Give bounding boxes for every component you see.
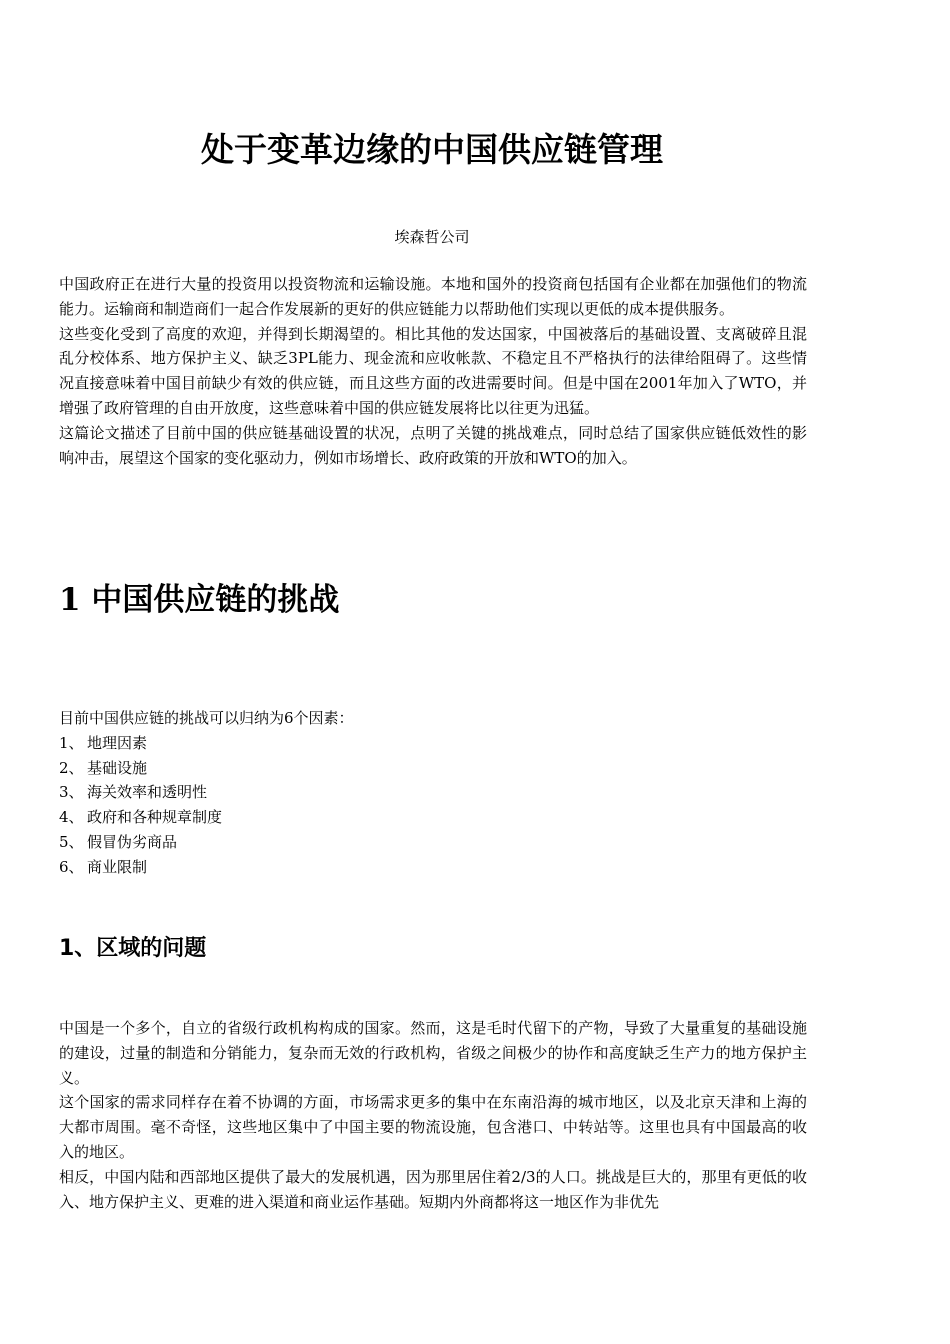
list-item-text: 海关效率和透明性 [87,783,208,802]
list-item [59,756,807,781]
list-item-text: 地理因素 [87,733,148,752]
list-item-number: 3、 [59,783,84,802]
list-item [59,780,807,805]
list-item-text: 基础设施 [87,758,148,777]
regional-section [59,1016,807,1214]
body-paragraph: 相反，中国内陆和西部地区提供了最大的发展机遇，因为那里居住着2/3的人口。挑战是巨大的，那里有更低的收入、地方保护主义、更难的进入渠道和商业运作基础。短期内外商都将这一地区作为非优先 [59,1167,807,1211]
list-item-text: 商业限制 [87,857,148,876]
list-item [59,830,807,855]
section-heading-regional: 1、区域的问题 [59,936,207,961]
body-paragraph: 中国是一个多个，自立的省级行政机构构成的国家。然而，这是毛时代留下的产物，导致了大量重复的基础设施的建设，过量的制造和分销能力，复杂而无效的行政机构，省级之间极少的协作和高度缺乏生产力的地方保护主义。 [59,1019,807,1087]
list-item [59,855,807,880]
intro-section [59,272,807,470]
list-item-number: 4、 [59,808,84,827]
list-item-number: 6、 [59,857,84,876]
document-title: 处于变革边缘的中国供应链管理 [201,130,663,169]
list-item-number: 1、 [59,733,84,752]
list-item-number: 2、 [59,758,84,777]
section-heading-challenges: 1 中国供应链的挑战 [59,582,340,618]
intro-paragraph: 中国政府正在进行大量的投资用以投资物流和运输设施。本地和国外的投资商包括国有企业都在加强他们的物流能力。运输商和制造商们一起合作发展新的更好的供应链能力以帮助他们实现以更低的成本提供服务。 [59,275,807,318]
list-item-number: 5、 [59,832,84,851]
challenge-list [59,706,807,880]
list-item-text: 假冒伪劣商品 [87,832,178,851]
body-paragraph: 这个国家的需求同样存在着不协调的方面，市场需求更多的集中在东南沿海的城市地区，以及北京天津和上海的大都市周围。毫不奇怪，这些地区集中了中国主要的物流设施，包含港口、中转站等。这里也具有中国最高的收入的地区。 [59,1093,807,1161]
list-item-text: 政府和各种规章制度 [87,808,223,827]
challenge-lead: 目前中国供应链的挑战可以归纳为6个因素： [59,709,354,727]
intro-paragraph: 这些变化受到了高度的欢迎，并得到长期渴望的。相比其他的发达国家，中国被落后的基础设置、支离破碎且混乱分校体系、地方保护主义、缺乏3PL能力、现金流和应收帐款、不稳定且不严格执行的法律给阻碍了。这些情况直接意味着中国目前缺少有效的供应链，而且这些方面的改进需要时间。但是中国在2001年加入了WTO，并增强了政府管理的自由开放度，这些意味着中国的供应链发展将比以往更为迅猛。 [59,324,807,417]
list-item [59,731,807,756]
list-item [59,805,807,830]
document-author: 埃森哲公司 [394,228,470,246]
intro-paragraph: 这篇论文描述了目前中国的供应链基础设置的状况，点明了关键的挑战难点，同时总结了国家供应链低效性的影响冲击，展望这个国家的变化驱动力，例如市场增长、政府政策的开放和WTO的加入。 [59,423,807,467]
